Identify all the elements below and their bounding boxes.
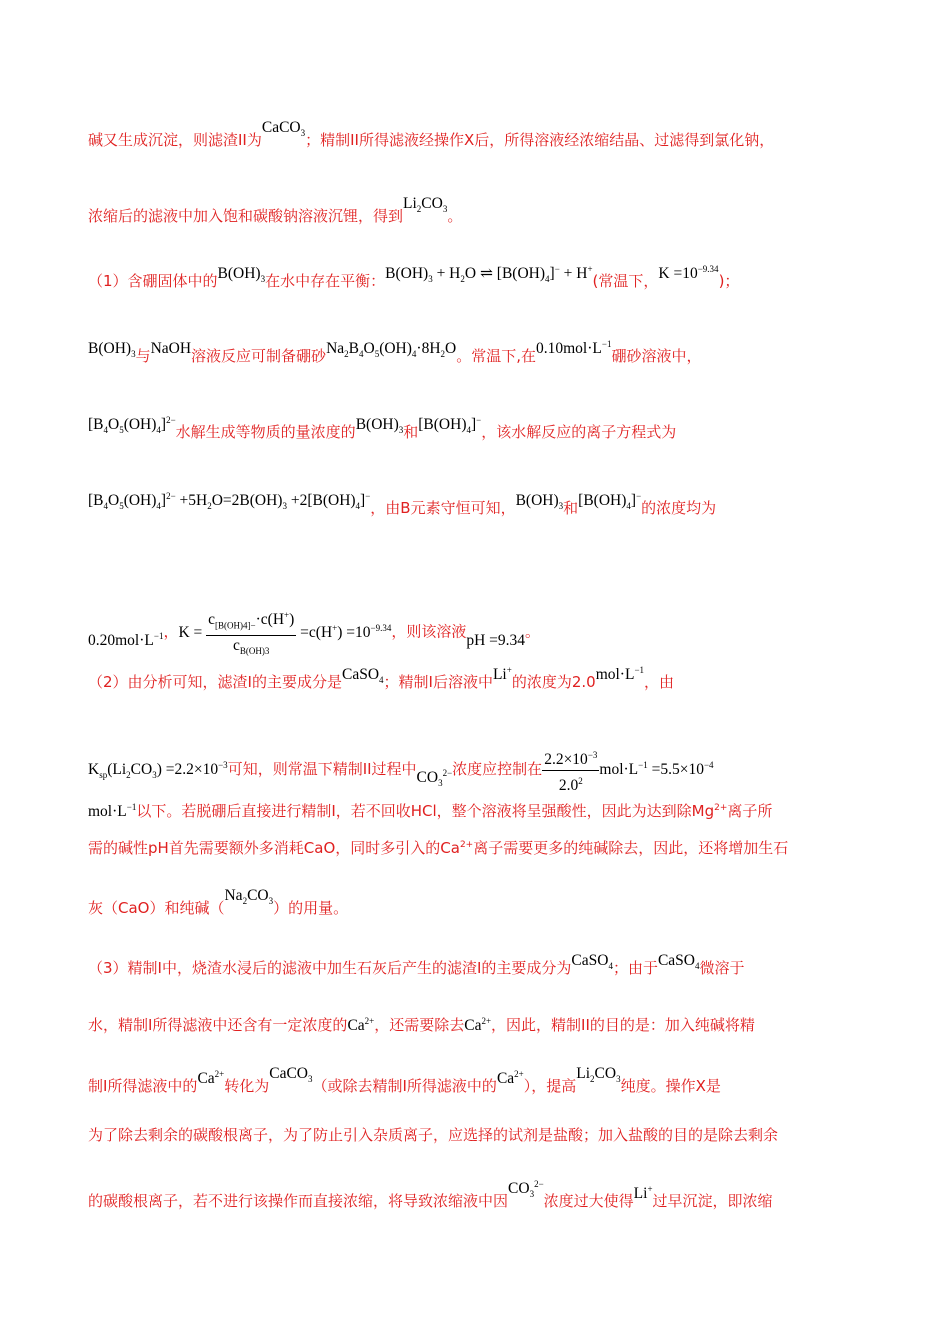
formula-text: + H bbox=[432, 265, 461, 283]
formula-text: =10 bbox=[669, 265, 698, 283]
text-run: 转化为 bbox=[224, 1077, 270, 1096]
superscript: −4 bbox=[703, 760, 714, 771]
text-line bbox=[88, 491, 868, 524]
formula-text: Li bbox=[633, 1185, 648, 1203]
text-run: 溶液反应可制备硼砂 bbox=[191, 347, 327, 366]
text-run: （或除去精制Ⅰ所得滤液中的 bbox=[312, 1077, 497, 1096]
formula-text: K = bbox=[178, 623, 207, 641]
denominator bbox=[542, 771, 599, 796]
superscript: − bbox=[365, 491, 371, 501]
formula-text: O bbox=[108, 416, 120, 434]
formula-text: ] bbox=[630, 492, 637, 510]
formula-text: CO bbox=[130, 761, 153, 779]
text-run: 和 bbox=[563, 499, 579, 518]
superscript: 2 bbox=[578, 776, 583, 787]
text-run: ，因此，精制II的目的是：加入纯碱将精 bbox=[491, 1016, 755, 1035]
formula-text: CaSO bbox=[341, 666, 380, 684]
formula-text: B(OH) bbox=[217, 265, 261, 283]
subscript: 4 bbox=[355, 501, 361, 512]
formula-text: ) =10 bbox=[337, 623, 371, 641]
formula bbox=[269, 1065, 313, 1085]
superscript: −9.34 bbox=[697, 264, 719, 274]
superscript: −3 bbox=[587, 750, 598, 760]
subscript: 3 bbox=[308, 1074, 313, 1085]
text-run: 微溶于 bbox=[699, 959, 745, 977]
formula-text: Ca bbox=[464, 1017, 482, 1035]
formula-text: ) =2.2×10 bbox=[156, 761, 219, 779]
text-line bbox=[88, 264, 868, 297]
formula bbox=[571, 952, 613, 972]
formula-text: CaCO bbox=[269, 1065, 308, 1083]
text-run: ， bbox=[163, 622, 179, 641]
subscript: 5 bbox=[374, 349, 380, 360]
subscript: 3 bbox=[300, 128, 306, 139]
text-line bbox=[88, 952, 868, 984]
text-run: ，该水解反应的离子方程式为 bbox=[481, 423, 677, 442]
subscript: 3 bbox=[558, 501, 564, 512]
formula bbox=[416, 768, 453, 789]
subscript: 3 bbox=[616, 1074, 621, 1085]
superscript: 2+ bbox=[514, 1069, 524, 1079]
text-run: 离子需要更多的纯碱除去，因此，还将增加生石 bbox=[473, 839, 789, 857]
text-line bbox=[88, 1065, 868, 1102]
subscript: 3 bbox=[438, 778, 443, 789]
formula bbox=[466, 632, 525, 649]
superscript: 2− bbox=[534, 1179, 544, 1189]
subscript: 4 bbox=[103, 501, 108, 512]
subscript: 3 bbox=[529, 1189, 535, 1200]
text-run: 在水中存在平衡： bbox=[265, 272, 386, 291]
formula-text: K bbox=[658, 265, 670, 283]
text-run: ，由 bbox=[644, 673, 675, 692]
text-run: 水，精制Ⅰ所得滤液中还含有一定浓度的 bbox=[88, 1016, 348, 1035]
text-run: 与 bbox=[135, 347, 151, 366]
formula bbox=[88, 491, 371, 512]
text-line bbox=[88, 797, 868, 822]
numerator bbox=[206, 605, 296, 636]
text-run: （1）含硼固体中的 bbox=[88, 272, 218, 291]
text-run: 。常温下,在 bbox=[456, 347, 536, 366]
formula-text: =c(H bbox=[296, 623, 333, 641]
superscript: 2+ bbox=[214, 1069, 225, 1079]
formula-text: O bbox=[445, 340, 457, 358]
text-line bbox=[88, 887, 868, 924]
formula bbox=[576, 1065, 621, 1085]
subscript: 3 bbox=[282, 501, 287, 512]
formula bbox=[261, 119, 306, 139]
formula-text: CO bbox=[594, 1065, 617, 1083]
text-line bbox=[88, 745, 868, 796]
superscript: 2− bbox=[166, 415, 176, 425]
subscript: 5 bbox=[119, 501, 124, 512]
superscript: − bbox=[476, 415, 482, 425]
text-line bbox=[88, 1011, 868, 1036]
text-run: 离子所 bbox=[727, 802, 773, 821]
formula-text: O bbox=[363, 340, 375, 358]
formula-text: Li bbox=[576, 1065, 591, 1083]
superscript: −1 bbox=[634, 665, 645, 675]
formula bbox=[341, 666, 384, 686]
formula-text: ] bbox=[549, 265, 555, 283]
superscript: −1 bbox=[601, 339, 612, 349]
formula-text: O ⇌ [B(OH) bbox=[464, 265, 546, 283]
subscript: 3 bbox=[260, 274, 266, 285]
text-run: ，由B元素守恒可知， bbox=[370, 499, 516, 518]
subscript: 2 bbox=[207, 501, 212, 512]
formula-text: mol·L bbox=[599, 761, 639, 779]
formula-text: mol·L bbox=[595, 666, 635, 684]
text-run: 纯度。操作X是 bbox=[620, 1077, 721, 1096]
formula-text: Li bbox=[403, 195, 417, 212]
formula bbox=[197, 1070, 224, 1087]
superscript: −9.34 bbox=[370, 622, 392, 633]
subscript: 3 bbox=[131, 349, 136, 360]
formula-text: [B bbox=[88, 492, 104, 510]
text-run: ），提高 bbox=[523, 1077, 577, 1096]
formula-text: CaSO bbox=[571, 952, 609, 969]
formula-text: Ca bbox=[197, 1070, 215, 1088]
formula-text: Na bbox=[224, 887, 243, 904]
subscript: 2 bbox=[590, 1074, 595, 1085]
text-run: 的碳酸根离子，若不进行该操作而直接浓缩，将导致浓缩液中因 bbox=[88, 1192, 509, 1211]
denominator bbox=[206, 636, 296, 661]
subscript: 4 bbox=[156, 501, 161, 512]
formula-text: CaSO bbox=[657, 952, 696, 969]
formula-text: + H bbox=[559, 265, 588, 283]
formula-text: ] bbox=[360, 492, 366, 510]
formula-text: ·c(H bbox=[255, 611, 285, 629]
formula bbox=[634, 1185, 653, 1202]
formula-text: ] bbox=[160, 492, 167, 510]
subscript: [B(OH)4]− bbox=[215, 620, 256, 631]
text-run: ；由于 bbox=[612, 959, 658, 977]
formula bbox=[493, 666, 512, 683]
formula bbox=[88, 415, 176, 436]
text-line bbox=[88, 835, 868, 858]
formula bbox=[88, 632, 163, 649]
text-run: 碱又生成沉淀，则滤渣II为 bbox=[88, 131, 262, 149]
formula-text: O bbox=[108, 492, 120, 510]
superscript: 2− bbox=[166, 491, 176, 501]
formula bbox=[88, 340, 136, 360]
text-run: 浓度应控制在 bbox=[452, 760, 543, 779]
formula-text: (Li bbox=[107, 761, 127, 779]
formula bbox=[596, 666, 644, 683]
text-run: 浓缩后的滤液中加入饱和碳酸钠溶液沉锂，得到 bbox=[88, 207, 404, 225]
formula-text: 0.20mol·L bbox=[88, 631, 154, 649]
numerator bbox=[542, 745, 599, 771]
text-run: （2）由分析可知，滤渣I的主要成分是 bbox=[88, 673, 342, 692]
superscript: + bbox=[647, 1184, 653, 1194]
formula bbox=[385, 264, 593, 285]
subscript: 2 bbox=[440, 349, 446, 360]
text-run: ，则该溶液 bbox=[391, 622, 467, 641]
text-run: 灰（CaO）和纯碱（ bbox=[88, 899, 225, 917]
text-run: ，还需要除去 bbox=[374, 1016, 465, 1035]
superscript: + bbox=[332, 622, 338, 633]
formula bbox=[515, 492, 564, 512]
superscript: + bbox=[587, 264, 593, 274]
fraction bbox=[206, 605, 296, 661]
formula bbox=[536, 340, 611, 357]
subscript: 3 bbox=[442, 204, 448, 215]
subscript: 5 bbox=[119, 425, 124, 436]
subscript: 3 bbox=[268, 896, 274, 907]
subscript: 4 bbox=[695, 961, 700, 972]
formula-text: Li bbox=[492, 666, 507, 684]
superscript: −1 bbox=[126, 802, 137, 812]
formula bbox=[347, 1017, 374, 1034]
text-run: (常温下， bbox=[592, 272, 659, 291]
formula-text: B(OH) bbox=[385, 265, 429, 283]
formula bbox=[658, 265, 718, 282]
formula bbox=[403, 195, 448, 215]
text-run: 可知，则常温下精制II过程中 bbox=[227, 760, 417, 779]
formula-text: 2.2×10 bbox=[544, 751, 588, 769]
formula-text: +2[B(OH) bbox=[286, 492, 356, 510]
superscript: + bbox=[284, 610, 290, 620]
formula-text: (OH) bbox=[123, 416, 157, 434]
subscript: 2 bbox=[344, 349, 349, 360]
text-run: （3）精制Ⅰ中，烧渣水浸后的滤液中加生石灰后产生的滤渣Ⅰ的主要成分为 bbox=[88, 959, 572, 977]
formula-text: 2.0 bbox=[558, 777, 579, 795]
text-run: 需的碱性pH首先需要额外多消耗CaO，同时多引入的Ca bbox=[88, 839, 460, 857]
formula-text: pH =9.34 bbox=[466, 631, 526, 649]
superscript: 2+ bbox=[714, 803, 728, 814]
subscript: 4 bbox=[379, 675, 384, 686]
superscript: − bbox=[636, 491, 642, 501]
formula bbox=[88, 760, 228, 781]
superscript: − bbox=[554, 264, 560, 274]
formula-text: [B(OH) bbox=[578, 492, 627, 510]
formula-text: K bbox=[88, 761, 100, 779]
formula-text: NaOH bbox=[150, 340, 192, 358]
formula bbox=[497, 1070, 524, 1087]
formula-text: Ca bbox=[347, 1017, 365, 1035]
formula-text: mol·L bbox=[88, 803, 127, 821]
formula bbox=[151, 340, 191, 357]
formula bbox=[88, 803, 136, 820]
text-run: 和 bbox=[403, 423, 419, 442]
text-run: 水解生成等物质的量浓度的 bbox=[175, 423, 356, 442]
superscript: + bbox=[506, 665, 512, 675]
text-run: ；精制I后溶液中 bbox=[383, 673, 493, 692]
formula-text: CO bbox=[247, 887, 269, 904]
text-run: 的浓度为2.0 bbox=[511, 673, 596, 692]
superscript: 2+ bbox=[481, 1016, 492, 1026]
formula-text: B(OH) bbox=[355, 416, 399, 434]
subscript: 4 bbox=[466, 425, 471, 436]
formula bbox=[217, 265, 266, 285]
text-run: )； bbox=[718, 272, 740, 291]
superscript: 2+ bbox=[459, 840, 474, 850]
text-line bbox=[88, 665, 868, 698]
formula-text: (OH) bbox=[123, 492, 157, 510]
formula bbox=[224, 887, 274, 907]
fraction bbox=[542, 745, 599, 796]
text-line bbox=[88, 1125, 868, 1145]
formula-text: B bbox=[348, 340, 359, 358]
formula bbox=[418, 415, 482, 436]
fraction-expression bbox=[178, 610, 392, 657]
formula-text: (OH) bbox=[379, 340, 412, 358]
subscript: 4 bbox=[608, 961, 613, 972]
formula-text: CO bbox=[421, 195, 443, 212]
subscript: 2 bbox=[242, 896, 248, 907]
text-run: 浓度过大使得 bbox=[543, 1192, 634, 1211]
formula-text: Ca bbox=[496, 1070, 515, 1088]
subscript: 4 bbox=[156, 425, 161, 436]
formula-text: +5H bbox=[175, 492, 208, 510]
formula-text: 0.10mol·L bbox=[536, 340, 602, 358]
formula-text: [B bbox=[88, 416, 104, 434]
text-run: 以下。若脱硼后直接进行精制Ⅰ，若不回收HCl，整个溶液将呈强酸性，因此为达到除Mg bbox=[136, 802, 715, 821]
text-run: 制Ⅰ所得滤液中的 bbox=[88, 1077, 198, 1096]
text-line bbox=[88, 415, 868, 448]
superscript: −1 bbox=[153, 630, 164, 641]
formula-text: B(OH) bbox=[88, 340, 132, 358]
subscript: 4 bbox=[411, 349, 417, 360]
subscript: 3 bbox=[152, 770, 157, 781]
formula bbox=[326, 340, 457, 360]
formula-text: c bbox=[208, 611, 216, 629]
subscript: 4 bbox=[545, 274, 550, 285]
formula-text: =5.5×10 bbox=[647, 761, 704, 779]
superscript: −1 bbox=[638, 760, 648, 771]
formula bbox=[578, 491, 642, 512]
formula-text: ] bbox=[160, 416, 167, 434]
text-run: 硼砂溶液中， bbox=[611, 347, 702, 366]
text-run: 。 bbox=[447, 207, 463, 225]
subscript: B(OH)3 bbox=[239, 646, 270, 657]
subscript: sp bbox=[99, 770, 108, 781]
text-run: 的浓度均为 bbox=[641, 499, 717, 518]
text-run: ）的用量。 bbox=[273, 899, 349, 917]
formula-text: ·8H bbox=[416, 340, 441, 358]
formula bbox=[508, 1179, 544, 1200]
superscript: −3 bbox=[218, 760, 228, 771]
text-run: 。 bbox=[525, 622, 541, 641]
subscript: 4 bbox=[358, 349, 364, 360]
subscript: 3 bbox=[398, 425, 404, 436]
text-line bbox=[88, 1179, 868, 1217]
formula-text: CO bbox=[416, 769, 439, 787]
formula-text: ) bbox=[289, 611, 295, 629]
formula-text: c bbox=[233, 637, 240, 655]
subscript: 2 bbox=[416, 204, 422, 215]
subscript: 3 bbox=[428, 274, 433, 285]
formula bbox=[464, 1017, 491, 1034]
formula-text: B(OH) bbox=[515, 492, 559, 510]
text-run: 过早沉淀，即浓缩 bbox=[652, 1192, 773, 1211]
text-line bbox=[88, 195, 868, 232]
text-line bbox=[88, 339, 868, 372]
formula-text: O=2B(OH) bbox=[211, 492, 283, 510]
formula bbox=[657, 952, 700, 972]
formula-text: ] bbox=[470, 416, 477, 434]
formula-text: [B(OH) bbox=[418, 416, 467, 434]
superscript: 2+ bbox=[364, 1016, 375, 1026]
subscript: 4 bbox=[103, 425, 108, 436]
formula-text: CaCO bbox=[261, 119, 301, 136]
superscript: 2− bbox=[442, 768, 453, 779]
subscript: 2 bbox=[460, 274, 465, 285]
text-line bbox=[88, 605, 868, 661]
formula bbox=[355, 416, 404, 436]
text-run: ；精制II所得滤液经操作X后，所得溶液经浓缩结晶、过滤得到氯化钠， bbox=[305, 131, 775, 149]
subscript: 4 bbox=[626, 501, 631, 512]
text-line bbox=[88, 119, 868, 156]
formula-text: Na bbox=[326, 340, 345, 358]
text-run: 为了除去剩余的碳酸根离子，为了防止引入杂质离子，应选择的试剂是盐酸；加入盐酸的目的是除去剩余 bbox=[88, 1126, 779, 1144]
subscript: 2 bbox=[126, 770, 131, 781]
formula-text: CO bbox=[508, 1180, 530, 1198]
